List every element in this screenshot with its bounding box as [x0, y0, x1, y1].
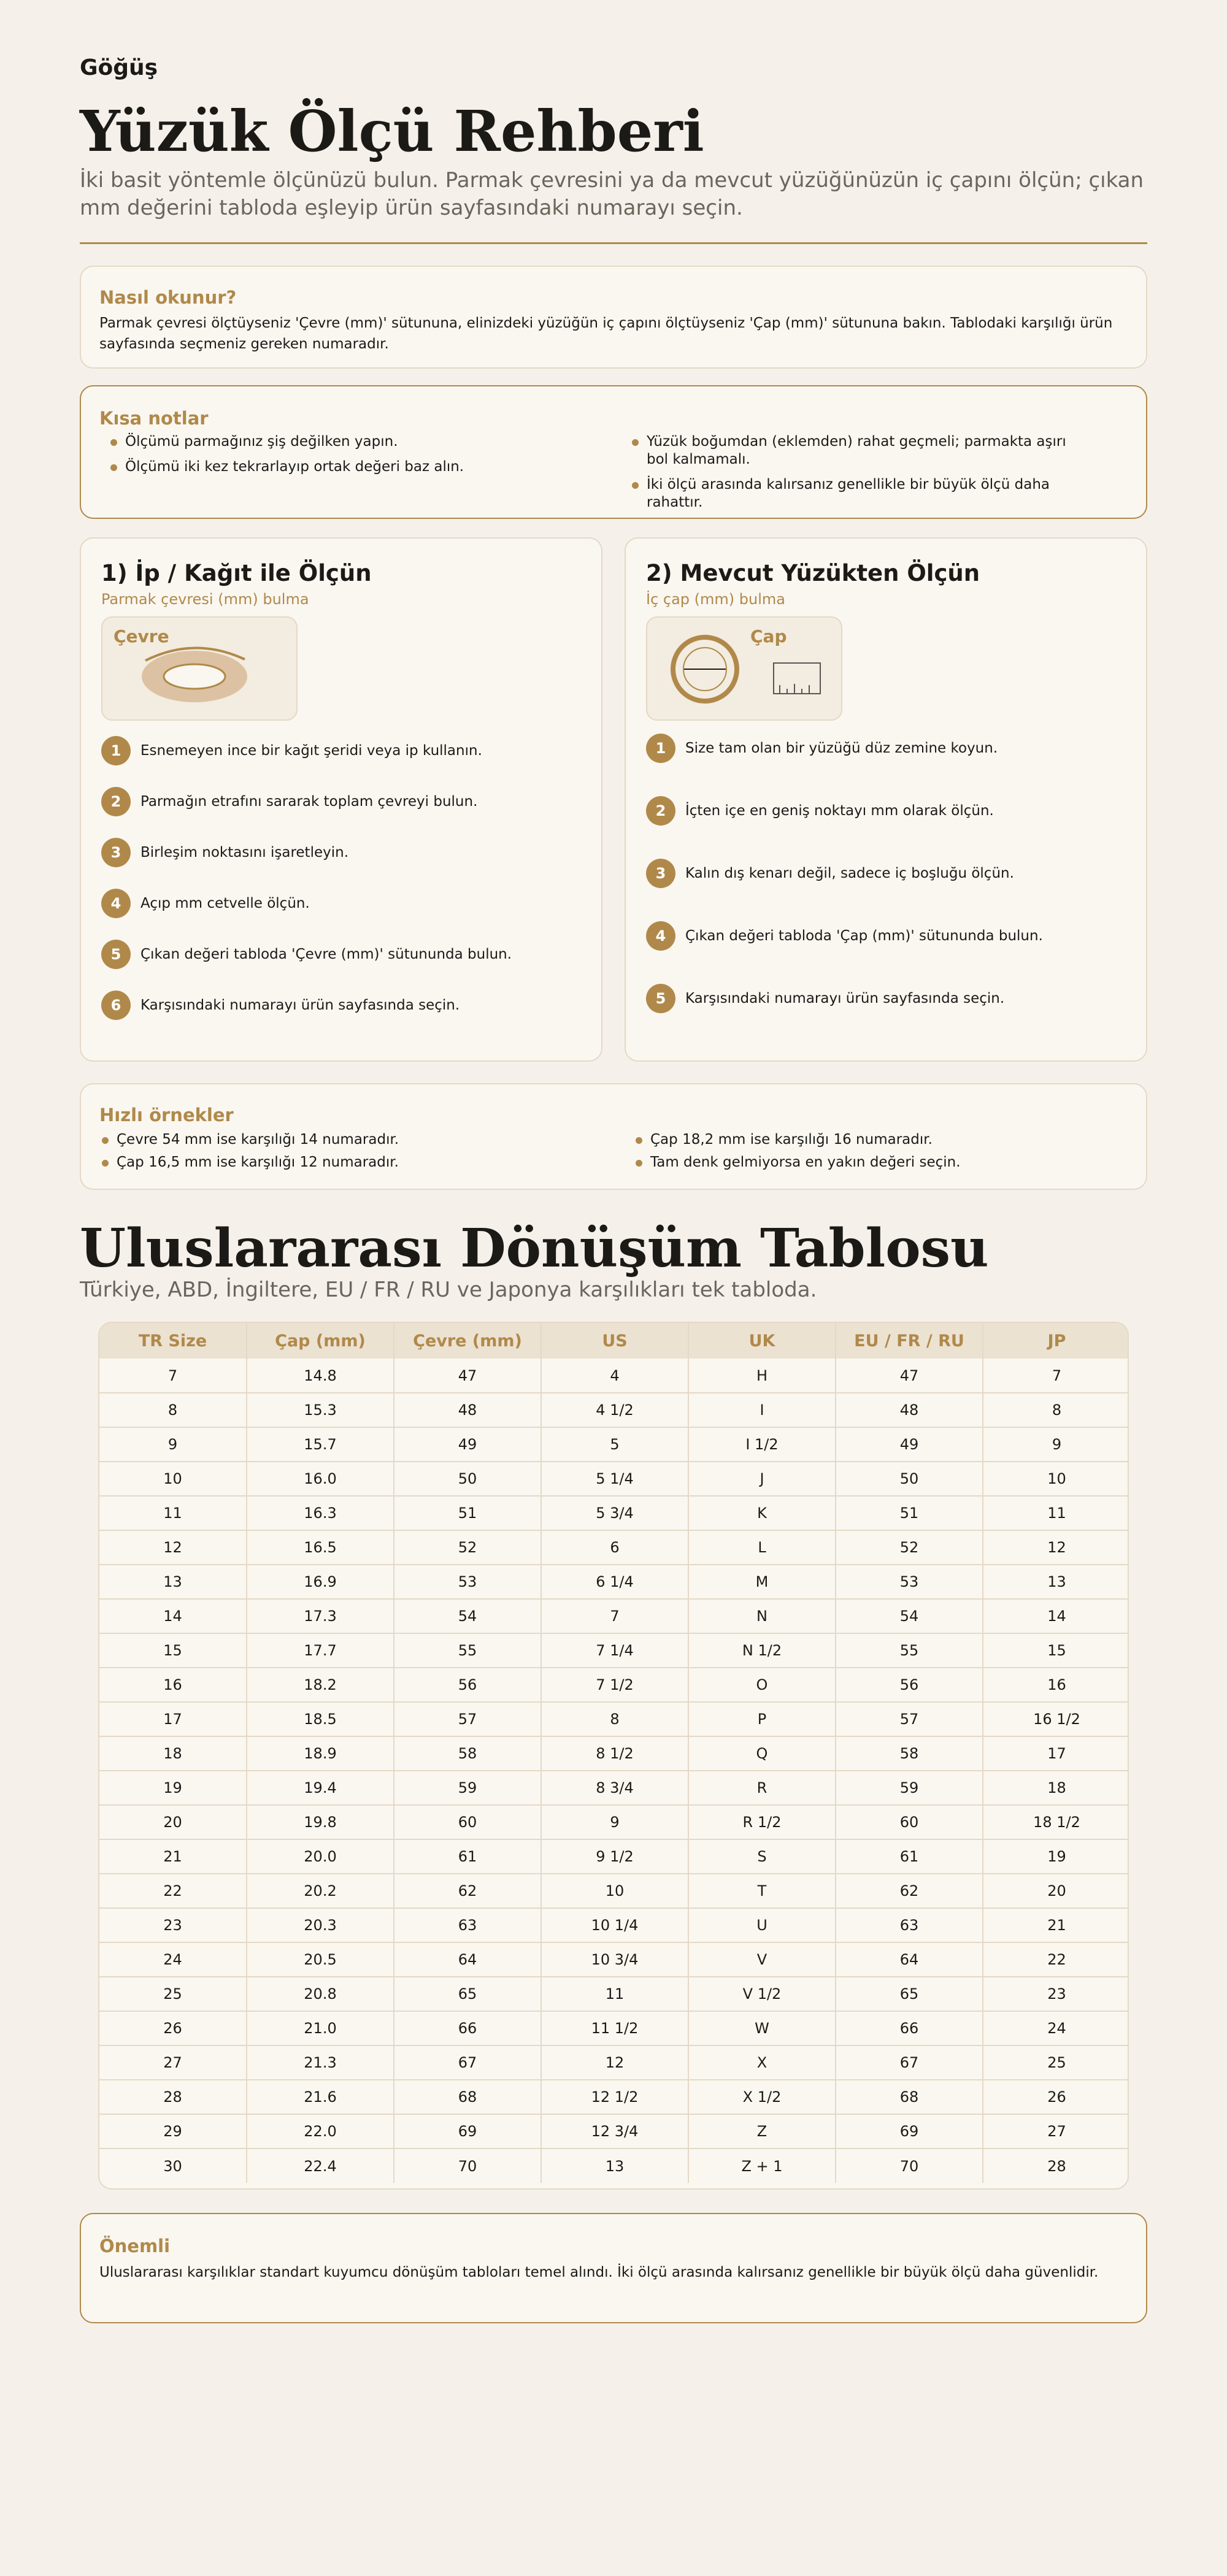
table-cell: 18 1/2	[983, 1805, 1129, 1839]
table-cell: 15	[983, 1633, 1129, 1668]
table-cell: 11	[99, 1496, 247, 1530]
table-row	[99, 1771, 1129, 1805]
table-cell: 70	[394, 2149, 541, 2183]
table-cell: 7 1/4	[541, 1633, 688, 1668]
note-item: İki ölçü arasında kalırsanız genellikle bir büyük ölçü daha rahattır.	[631, 476, 1072, 512]
table-cell: 64	[836, 1942, 983, 1977]
table-cell: 7	[99, 1359, 247, 1393]
how-to-read-title: Nasıl okunur?	[99, 287, 237, 308]
table-cell: 59	[394, 1771, 541, 1805]
notes-list-left	[109, 433, 588, 483]
table-cell: 30	[99, 2149, 247, 2183]
table-cell: N	[688, 1599, 836, 1633]
step-number: 4	[646, 921, 675, 951]
examples-card	[80, 1083, 1147, 1190]
method-ring-subtitle: İç çap (mm) bulma	[646, 591, 785, 608]
step-item	[646, 859, 1014, 888]
table-cell: 64	[394, 1942, 541, 1977]
step-text: Size tam olan bir yüzüğü düz zemine koyun.	[685, 740, 998, 756]
table-cell: 6	[541, 1530, 688, 1565]
table-cell: 4	[541, 1359, 688, 1393]
table-cell: 17.3	[247, 1599, 394, 1633]
examples-title: Hızlı örnekler	[99, 1105, 234, 1125]
step-number: 1	[101, 736, 131, 765]
table-cell: 5 3/4	[541, 1496, 688, 1530]
table-cell: 20.5	[247, 1942, 394, 1977]
step-text: Birleşim noktasını işaretleyin.	[140, 845, 349, 861]
table-cell: 21.6	[247, 2080, 394, 2114]
table-cell: R	[688, 1771, 836, 1805]
table-cell: 13	[99, 1565, 247, 1599]
table-cell: 22	[983, 1942, 1129, 1977]
table-cell: 57	[836, 1702, 983, 1736]
table-cell: 11 1/2	[541, 2011, 688, 2045]
table-cell: 56	[836, 1668, 983, 1702]
table-cell: 7 1/2	[541, 1668, 688, 1702]
note-item: Ölçümü parmağınız şiş değilken yapın.	[109, 433, 588, 451]
step-item	[646, 984, 1004, 1013]
step-text: Açıp mm cetvelle ölçün.	[140, 895, 310, 911]
table-cell: 11	[983, 1496, 1129, 1530]
table-cell: 49	[394, 1427, 541, 1462]
step-item	[101, 991, 460, 1020]
table-cell: 16	[983, 1668, 1129, 1702]
table-cell: 66	[394, 2011, 541, 2045]
table-cell: 20.3	[247, 1908, 394, 1942]
table-cell: K	[688, 1496, 836, 1530]
table-cell: U	[688, 1908, 836, 1942]
table-cell: 67	[836, 2045, 983, 2080]
table-cell: 25	[99, 1977, 247, 2011]
ring-band-icon	[102, 618, 299, 722]
table-row	[99, 1633, 1129, 1668]
table-cell: M	[688, 1565, 836, 1599]
table-header-cell: US	[541, 1323, 688, 1359]
table-cell: 21	[99, 1839, 247, 1874]
table-cell: 16.0	[247, 1462, 394, 1496]
table-cell: 50	[394, 1462, 541, 1496]
table-row	[99, 1736, 1129, 1771]
step-item	[646, 734, 998, 763]
table-cell: 63	[394, 1908, 541, 1942]
table-cell: 11	[541, 1977, 688, 2011]
table-cell: 52	[836, 1530, 983, 1565]
table-cell: 55	[836, 1633, 983, 1668]
table-cell: 17	[983, 1736, 1129, 1771]
table-cell: 61	[394, 1839, 541, 1874]
table-cell: V 1/2	[688, 1977, 836, 2011]
table-cell: 18	[99, 1736, 247, 1771]
table-row	[99, 1942, 1129, 1977]
step-number: 1	[646, 734, 675, 763]
table-body	[99, 1359, 1129, 2183]
table-cell: 16 1/2	[983, 1702, 1129, 1736]
table-cell: Z	[688, 2114, 836, 2149]
table-cell: 10 1/4	[541, 1908, 688, 1942]
step-number: 4	[101, 889, 131, 918]
step-number: 3	[101, 838, 131, 867]
method-paper-title: 1) İp / Kağıt ile Ölçün	[101, 560, 372, 586]
table-cell: 14	[99, 1599, 247, 1633]
how-to-read-card	[80, 266, 1147, 369]
table-cell: 48	[394, 1393, 541, 1427]
table-cell: 19	[983, 1839, 1129, 1874]
table-cell: 5	[541, 1427, 688, 1462]
table-cell: 10 3/4	[541, 1942, 688, 1977]
table-cell: 12 1/2	[541, 2080, 688, 2114]
notes-card	[80, 385, 1147, 519]
table-cell: 55	[394, 1633, 541, 1668]
table-cell: Q	[688, 1736, 836, 1771]
table-cell: R 1/2	[688, 1805, 836, 1839]
table-row	[99, 1839, 1129, 1874]
table-cell: 25	[983, 2045, 1129, 2080]
examples-list-right	[634, 1131, 1125, 1179]
table-cell: 47	[836, 1359, 983, 1393]
table-cell: 17.7	[247, 1633, 394, 1668]
table-header-cell: EU / FR / RU	[836, 1323, 983, 1359]
table-cell: 54	[394, 1599, 541, 1633]
example-item: Çap 16,5 mm ise karşılığı 12 numaradır.	[101, 1154, 604, 1171]
table-cell: 14	[983, 1599, 1129, 1633]
brand-name: Göğüş	[80, 55, 158, 80]
table-header-cell: TR Size	[99, 1323, 247, 1359]
notes-title: Kısa notlar	[99, 408, 209, 429]
step-number: 5	[646, 984, 675, 1013]
table-cell: 10	[983, 1462, 1129, 1496]
table-header-cell: JP	[1047, 1331, 1066, 1351]
table-row	[99, 2011, 1129, 2045]
table-cell: 12 3/4	[541, 2114, 688, 2149]
table-cell: 19.8	[247, 1805, 394, 1839]
table-cell: 8 3/4	[541, 1771, 688, 1805]
table-cell: 60	[394, 1805, 541, 1839]
table-cell: 16	[99, 1668, 247, 1702]
step-text: Karşısındaki numarayı ürün sayfasında seçin.	[140, 997, 460, 1013]
table-cell: 18.2	[247, 1668, 394, 1702]
table-header-cell: Çevre (mm)	[394, 1323, 541, 1359]
example-item: Tam denk gelmiyorsa en yakın değeri seçin.	[634, 1154, 1125, 1171]
illustration-label: Çap	[750, 626, 787, 646]
table-row	[99, 1874, 1129, 1908]
step-number: 5	[101, 940, 131, 969]
method-ring-card	[625, 537, 1147, 1062]
important-text: Uluslararası karşılıklar standart kuyumcu dönüşüm tabloları temel alındı. İki ölçü arasında kalırsanız genellikle bir büyük ölçü daha güvenlidir.	[99, 2264, 1099, 2280]
table-cell: 8 1/2	[541, 1736, 688, 1771]
circumference-illustration	[101, 616, 298, 721]
table-row	[99, 2045, 1129, 2080]
table-cell: 20.0	[247, 1839, 394, 1874]
step-item	[101, 736, 482, 765]
table-cell: 56	[394, 1668, 541, 1702]
table-cell: 9	[541, 1805, 688, 1839]
table-cell: 24	[983, 2011, 1129, 2045]
step-text: Parmağın etrafını sararak toplam çevreyi bulun.	[140, 794, 478, 810]
example-item: Çevre 54 mm ise karşılığı 14 numaradır.	[101, 1131, 604, 1149]
table-cell: 12	[541, 2045, 688, 2080]
step-item	[101, 787, 477, 816]
table-row	[99, 2114, 1129, 2149]
table-header-cell: UK	[688, 1323, 836, 1359]
table-cell: 8	[541, 1702, 688, 1736]
table-cell: 9	[983, 1427, 1129, 1462]
table-cell: 15	[99, 1633, 247, 1668]
note-item: Ölçümü iki kez tekrarlayıp ortak değeri baz alın.	[109, 458, 588, 476]
step-item	[101, 889, 310, 918]
table-cell: 58	[836, 1736, 983, 1771]
table-cell: 28	[99, 2080, 247, 2114]
table-cell: P	[688, 1702, 836, 1736]
table-cell: S	[688, 1839, 836, 1874]
table-cell: 17	[99, 1702, 247, 1736]
table-cell: 57	[394, 1702, 541, 1736]
table-cell: H	[688, 1359, 836, 1393]
step-text: Çıkan değeri tabloda 'Çevre (mm)' sütununda bulun.	[140, 946, 512, 962]
table-cell: X 1/2	[688, 2080, 836, 2114]
method-ring-title: 2) Mevcut Yüzükten Ölçün	[646, 560, 980, 586]
table-cell: 9	[99, 1427, 247, 1462]
table-cell: 65	[836, 1977, 983, 2011]
table-cell: 47	[394, 1359, 541, 1393]
table-cell: 26	[99, 2011, 247, 2045]
table-cell: 8	[99, 1393, 247, 1427]
example-item: Çap 18,2 mm ise karşılığı 16 numaradır.	[634, 1131, 1125, 1149]
table-row	[99, 1359, 1129, 1393]
table-cell: 53	[836, 1565, 983, 1599]
table-cell: X	[688, 2045, 836, 2080]
table-row	[99, 1530, 1129, 1565]
table-row	[99, 1462, 1129, 1496]
table-cell: 9 1/2	[541, 1839, 688, 1874]
table-cell: 10	[99, 1462, 247, 1496]
step-item	[101, 940, 512, 969]
table-cell: 63	[836, 1908, 983, 1942]
table-cell: 18.9	[247, 1736, 394, 1771]
table-cell: 61	[836, 1839, 983, 1874]
table-row	[99, 1702, 1129, 1736]
table-cell: 62	[836, 1874, 983, 1908]
table-cell: 8	[983, 1393, 1129, 1427]
table-cell: 26	[983, 2080, 1129, 2114]
table-cell: 14.8	[247, 1359, 394, 1393]
step-text: Çıkan değeri tabloda 'Çap (mm)' sütununda bulun.	[685, 928, 1043, 944]
table-cell: 27	[99, 2045, 247, 2080]
table-cell: 51	[394, 1496, 541, 1530]
table-cell: 69	[836, 2114, 983, 2149]
table-cell: I	[688, 1393, 836, 1427]
step-item	[101, 838, 348, 867]
table-cell: 69	[394, 2114, 541, 2149]
conversion-subtitle: Türkiye, ABD, İngiltere, EU / FR / RU ve Japonya karşılıkları tek tabloda.	[80, 1278, 817, 1302]
table-cell: L	[688, 1530, 836, 1565]
table-row	[99, 1427, 1129, 1462]
table-cell: 20.2	[247, 1874, 394, 1908]
table-cell: 23	[99, 1908, 247, 1942]
table-cell: 21.3	[247, 2045, 394, 2080]
step-number: 6	[101, 991, 131, 1020]
step-item	[646, 921, 1043, 951]
table-cell: N 1/2	[688, 1633, 836, 1668]
conversion-title: Uluslararası Dönüşüm Tablosu	[80, 1217, 989, 1279]
table-row	[99, 1565, 1129, 1599]
ring-ruler-icon	[647, 618, 844, 722]
table-cell: 13	[983, 1565, 1129, 1599]
notes-list-right	[631, 433, 1072, 519]
page-title: Yüzük Ölçü Rehberi	[80, 98, 704, 164]
table-cell: 51	[836, 1496, 983, 1530]
table-cell: 67	[394, 2045, 541, 2080]
table-cell: 15.3	[247, 1393, 394, 1427]
header-divider	[80, 242, 1147, 244]
table-cell: O	[688, 1668, 836, 1702]
table-cell: 48	[836, 1393, 983, 1427]
step-number: 2	[101, 787, 131, 816]
step-text: Kalın dış kenarı değil, sadece iç boşluğu ölçün.	[685, 865, 1014, 881]
step-item	[646, 796, 994, 826]
table-cell: 10	[541, 1874, 688, 1908]
table-row	[99, 1393, 1129, 1427]
table-cell: 24	[99, 1942, 247, 1977]
table-cell: 52	[394, 1530, 541, 1565]
table-cell: 27	[983, 2114, 1129, 2149]
table-cell: 18.5	[247, 1702, 394, 1736]
method-paper-subtitle: Parmak çevresi (mm) bulma	[101, 591, 309, 608]
table-cell: 12	[99, 1530, 247, 1565]
table-cell: 62	[394, 1874, 541, 1908]
step-text: Karşısındaki numarayı ürün sayfasında seçin.	[685, 991, 1005, 1006]
note-item: Yüzük boğumdan (eklemden) rahat geçmeli; parmakta aşırı bol kalmamalı.	[631, 433, 1072, 469]
table-cell: J	[688, 1462, 836, 1496]
step-text: Esnemeyen ince bir kağıt şeridi veya ip kullanın.	[140, 743, 482, 759]
table-cell: 65	[394, 1977, 541, 2011]
table-row	[99, 2149, 1129, 2183]
table-cell: 68	[394, 2080, 541, 2114]
table-row	[99, 2080, 1129, 2114]
table-cell: 53	[394, 1565, 541, 1599]
table-cell: 16.5	[247, 1530, 394, 1565]
conversion-table	[99, 1323, 1129, 2183]
table-cell: 16.9	[247, 1565, 394, 1599]
page-subtitle: İki basit yöntemle ölçünüzü bulun. Parmak çevresini ya da mevcut yüzüğünüzün iç çapını ölçün; çıkan mm değerini tabloda eşleyip ürün sayfasındaki numarayı seçin.	[80, 168, 1144, 220]
diameter-illustration	[646, 616, 842, 721]
table-cell: 21.0	[247, 2011, 394, 2045]
table-cell: 7	[541, 1599, 688, 1633]
step-number: 3	[646, 859, 675, 888]
table-cell: 18	[983, 1771, 1129, 1805]
table-cell: V	[688, 1942, 836, 1977]
step-text: İçten içe en geniş noktayı mm olarak ölçün.	[685, 803, 994, 819]
conversion-table-card	[98, 1322, 1129, 2190]
important-card	[80, 2213, 1147, 2323]
table-cell: W	[688, 2011, 836, 2045]
table-row	[99, 1805, 1129, 1839]
table-cell: 15.7	[247, 1427, 394, 1462]
table-cell: 50	[836, 1462, 983, 1496]
table-cell: 49	[836, 1427, 983, 1462]
table-cell: 19	[99, 1771, 247, 1805]
table-header-cell: Çap (mm)	[247, 1323, 394, 1359]
important-title: Önemli	[99, 2236, 171, 2256]
table-cell: 19.4	[247, 1771, 394, 1805]
table-cell: 4 1/2	[541, 1393, 688, 1427]
table-cell: 21	[983, 1908, 1129, 1942]
table-row	[99, 1668, 1129, 1702]
table-cell: 20	[99, 1805, 247, 1839]
table-cell: 29	[99, 2114, 247, 2149]
table-cell: 66	[836, 2011, 983, 2045]
table-row	[99, 1908, 1129, 1942]
table-cell: 22.0	[247, 2114, 394, 2149]
table-cell: I 1/2	[688, 1427, 836, 1462]
table-row	[99, 1496, 1129, 1530]
examples-list-left	[101, 1131, 604, 1179]
table-cell: Z + 1	[688, 2149, 836, 2183]
table-cell: 22	[99, 1874, 247, 1908]
table-cell: T	[688, 1874, 836, 1908]
illustration-label: Çevre	[113, 626, 169, 646]
table-cell: 28	[1047, 2157, 1066, 2175]
table-cell: 70	[836, 2149, 983, 2183]
table-cell: 58	[394, 1736, 541, 1771]
table-row	[99, 1977, 1129, 2011]
table-cell: 22.4	[247, 2149, 394, 2183]
table-row	[99, 1599, 1129, 1633]
table-cell: 20	[983, 1874, 1129, 1908]
table-cell: 59	[836, 1771, 983, 1805]
method-paper-card	[80, 537, 602, 1062]
table-cell: 60	[836, 1805, 983, 1839]
table-cell: 6 1/4	[541, 1565, 688, 1599]
table-cell: 54	[836, 1599, 983, 1633]
table-header-row	[99, 1323, 1129, 1359]
table-cell: 23	[983, 1977, 1129, 2011]
step-number: 2	[646, 796, 675, 826]
table-cell: 20.8	[247, 1977, 394, 2011]
table-cell: 68	[836, 2080, 983, 2114]
how-to-read-text: Parmak çevresi ölçtüyseniz 'Çevre (mm)' sütununa, elinizdeki yüzüğün iç çapını ölçtüyseniz 'Çap (mm)' sütununa bakın. Tablodaki karşılığı ürün sayfasında seçmeniz gereken numaradır.	[99, 315, 1113, 352]
table-cell: 12	[983, 1530, 1129, 1565]
table-cell: 13	[541, 2149, 688, 2183]
table-cell: 5 1/4	[541, 1462, 688, 1496]
table-cell: 16.3	[247, 1496, 394, 1530]
table-cell: 7	[983, 1359, 1129, 1393]
